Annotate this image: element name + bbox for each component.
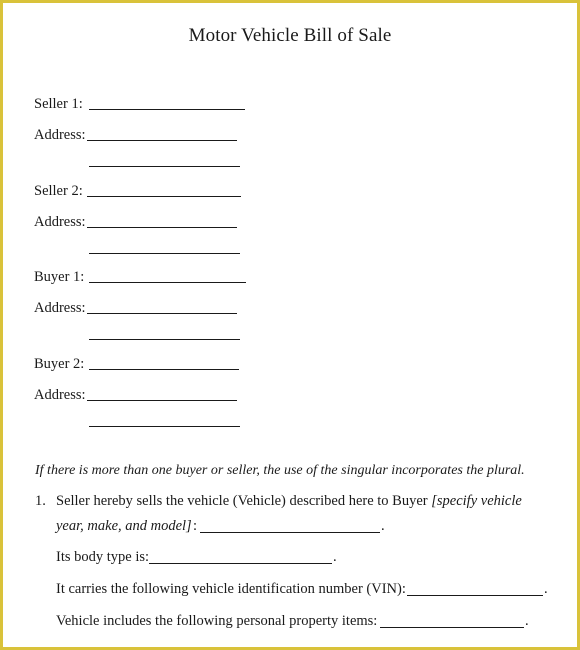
vin-field[interactable]	[407, 595, 543, 596]
seller2-name-field[interactable]	[87, 196, 241, 197]
seller1-address-label: Address:	[34, 127, 86, 143]
vehicle-spec-field[interactable]	[200, 532, 380, 533]
document-title: Motor Vehicle Bill of Sale	[188, 25, 392, 46]
seller1-address-field-line1[interactable]	[87, 140, 237, 141]
buyer2-name-field[interactable]	[89, 369, 239, 370]
buyer1-label: Buyer 1:	[34, 269, 85, 285]
property-items-label: Vehicle includes the following personal property items:	[56, 613, 378, 629]
buyer1-address-label: Address:	[34, 300, 86, 316]
clause1-line1-italic: [specify vehicle	[431, 493, 522, 509]
vin-period: .	[544, 581, 548, 597]
seller1-label: Seller 1:	[34, 96, 83, 112]
body-type-field[interactable]	[149, 563, 332, 564]
seller2-address-field-line2[interactable]	[89, 253, 240, 254]
seller1-address-field-line2[interactable]	[89, 166, 240, 167]
clause1-vehicle-spec-period: .	[381, 518, 385, 534]
buyer1-name-field[interactable]	[89, 282, 246, 283]
property-items-field[interactable]	[380, 627, 524, 628]
plural-note: If there is more than one buyer or seller, the use of the singular incorporates the plural.	[35, 463, 525, 478]
seller2-address-label: Address:	[34, 214, 86, 230]
seller2-label: Seller 2:	[34, 183, 83, 199]
buyer2-address-field-line2[interactable]	[89, 426, 240, 427]
buyer2-address-label: Address:	[34, 387, 86, 403]
body-type-period: .	[333, 549, 337, 565]
clause1-vehicle-spec-label: year, make, and model]	[56, 518, 192, 534]
clause1-number: 1.	[35, 493, 46, 509]
buyer2-label: Buyer 2:	[34, 356, 85, 372]
property-items-period: .	[525, 613, 529, 629]
clause1-line1-text: Seller hereby sells the vehicle (Vehicle) described here to Buyer	[56, 493, 428, 509]
buyer1-address-field-line2[interactable]	[89, 339, 240, 340]
seller2-address-field-line1[interactable]	[87, 227, 237, 228]
seller1-name-field[interactable]	[89, 109, 245, 110]
body-type-label: Its body type is:	[56, 549, 150, 565]
buyer1-address-field-line1[interactable]	[87, 313, 237, 314]
clause1-line1	[56, 493, 522, 510]
clause1-vehicle-spec-colon: :	[193, 518, 198, 534]
vin-label: It carries the following vehicle identification number (VIN):	[56, 581, 406, 597]
buyer2-address-field-line1[interactable]	[87, 400, 237, 401]
